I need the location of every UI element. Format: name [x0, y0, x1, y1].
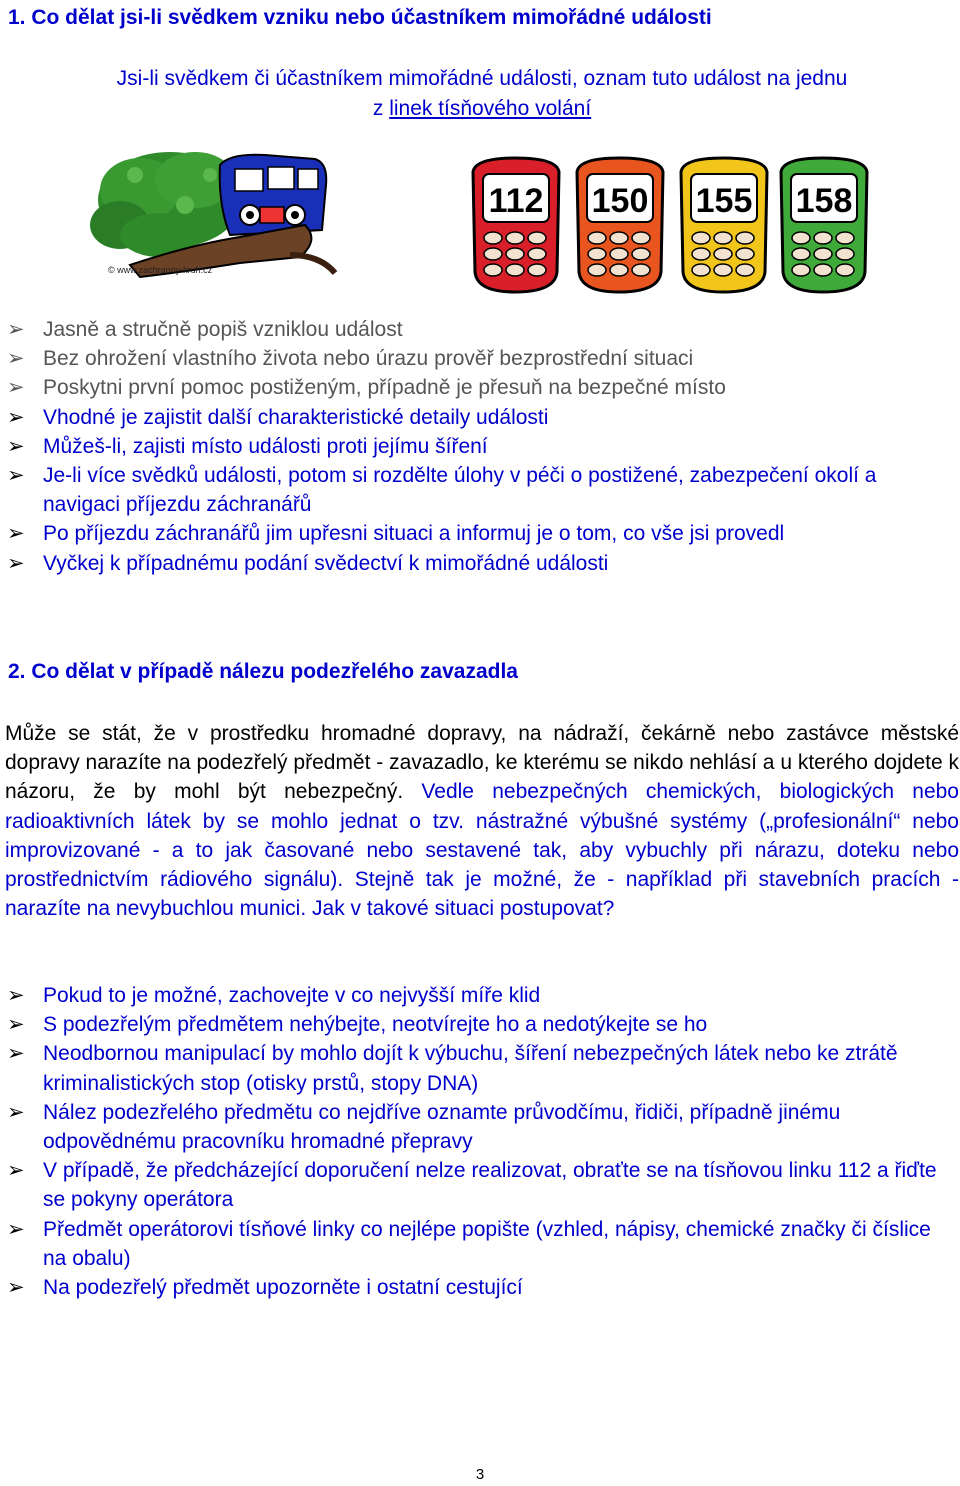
intro-line2 — [42, 94, 922, 124]
arrow-bullet-icon: ➢ — [7, 1042, 25, 1066]
arrow-bullet-icon: ➢ — [7, 434, 25, 458]
arrow-bullet-icon: ➢ — [7, 1100, 25, 1124]
list-item: ➢ Je-li více svědků události, potom si rozdělte úlohy v péči o postižené, zabezpečení okolí a navigaci příjezdu záchranářů — [7, 461, 942, 519]
arrow-bullet-icon: ➢ — [7, 1159, 25, 1183]
arrow-bullet-icon: ➢ — [7, 464, 25, 488]
list-item: ➢ Nález podezřelého předmětu co nejdříve oznamte průvodčímu, řidiči, případně jinému odpovědnému pracovníku hromadné přepravy — [7, 1098, 952, 1156]
list-item: ➢ Na podezřelý předmět upozorněte i ostatní cestující — [7, 1273, 952, 1302]
section1-heading: 1. Co dělat jsi-li svědkem vzniku nebo účastníkem mimořádné události — [8, 6, 712, 29]
list-item: ➢ Předmět operátorovi tísňové linky co nejlépe popište (vzhled, nápisy, chemické značky či číslice na obalu) — [7, 1215, 952, 1273]
phone-158 — [781, 158, 867, 292]
arrow-bullet-icon: ➢ — [7, 1013, 25, 1037]
arrow-bullet-icon: ➢ — [7, 405, 25, 429]
emergency-phones-illustration — [465, 152, 875, 297]
list-item: ➢ Neodbornou manipulací by mohlo dojít k výbuchu, šíření nebezpečných látek nebo ke ztrátě kriminalistických stop (otisky prstů, stopy DNA) — [7, 1039, 952, 1097]
section2-paragraph — [5, 719, 959, 923]
phone-number: 155 — [695, 182, 753, 220]
page-number: 3 — [475, 1466, 485, 1483]
bus-accident-illustration — [90, 145, 350, 285]
arrow-bullet-icon: ➢ — [7, 551, 25, 575]
paragraph-part: Vedle nebezpečných chemických, biologických nebo radioaktivních látek by se mohlo jednat o tzv. — [5, 780, 959, 833]
arrow-bullet-icon: ➢ — [7, 1276, 25, 1300]
arrow-bullet-icon: ➢ — [7, 984, 25, 1007]
section2-heading: 2. Co dělat v případě nálezu podezřelého zavazadla — [8, 660, 518, 683]
bus — [220, 155, 327, 235]
emergency-lines-link[interactable]: linek tísňového volání — [389, 97, 592, 120]
list-item: ➢ Jasně a stručně popiš vzniklou událost — [7, 315, 942, 344]
paragraph-part: Stejně tak je možné, že - například při stavebních pracích - narazíte na nevybuchlou munici. Jak v takové situaci postupovat? — [5, 868, 959, 921]
paragraph-part: Může se stát, že v prostředku hromadné dopravy, na nádraží, čekárně nebo zastávce městské dopravy narazíte na podezřelý předmět - zavazadlo, ke kterému se nikdo nehlásí a u kterého dojdete k názoru, že by mohl být nebezpečný. — [5, 722, 959, 804]
phone-150 — [577, 158, 663, 292]
arrow-bullet-icon: ➢ — [7, 522, 25, 546]
list-item: ➢ Po příjezdu záchranářů jim upřesni situaci a informuj je o tom, co vše jsi provedl — [7, 519, 942, 548]
paragraph-part: nástražné výbušné systémy („profesionální“ nebo improvizované - a to jak časované nebo sestavené tak, aby vybuchly při nárazu, doteku nebo prostřednictvím rádiového signálu). — [5, 809, 959, 892]
phone-number: 158 — [795, 182, 853, 220]
watermark: © www.zachranny-kruh.cz — [108, 265, 213, 275]
phone-155 — [681, 158, 767, 292]
list-item: ➢ Vyčkej k případnému podání svědectví k mimořádné události — [7, 549, 942, 578]
intro-line1: Jsi-li svědkem či účastníkem mimořádné události, oznam tuto událost na jednu — [116, 67, 848, 90]
list-item: ➢ Můžeš-li, zajisti místo události proti jejímu šíření — [7, 432, 942, 461]
list-item: ➢ Vhodné je zajistit další charakteristické detaily události — [7, 403, 942, 432]
phone-112 — [473, 158, 559, 292]
arrow-bullet-icon: ➢ — [7, 318, 25, 341]
phone-number: 112 — [488, 182, 544, 220]
list-item: ➢ V případě, že předcházející doporučení nelze realizovat, obraťte se na tísňovou linku 112 a řiďte se pokyny operátora — [7, 1156, 952, 1214]
list-item: ➢ S podezřelým předmětem nehýbejte, neotvírejte ho a nedotýkejte se ho — [7, 1010, 952, 1039]
list-item: ➢ Bez ohrožení vlastního života nebo úrazu prověř bezprostřední situaci — [7, 344, 942, 373]
phone-number: 150 — [591, 182, 649, 220]
arrow-bullet-icon: ➢ — [7, 347, 25, 371]
section1-intro — [42, 64, 922, 124]
list-item: ➢ Pokud to je možné, zachovejte v co nejvyšší míře klid — [7, 981, 952, 1010]
intro-prefix: z — [372, 97, 390, 120]
arrow-bullet-icon: ➢ — [7, 1217, 25, 1241]
section2-bullet-list — [7, 981, 952, 1302]
arrow-bullet-icon: ➢ — [7, 376, 25, 400]
list-item: ➢ Poskytni první pomoc postiženým, případně je přesuň na bezpečné místo — [7, 373, 942, 402]
section1-bullet-list — [7, 315, 942, 578]
